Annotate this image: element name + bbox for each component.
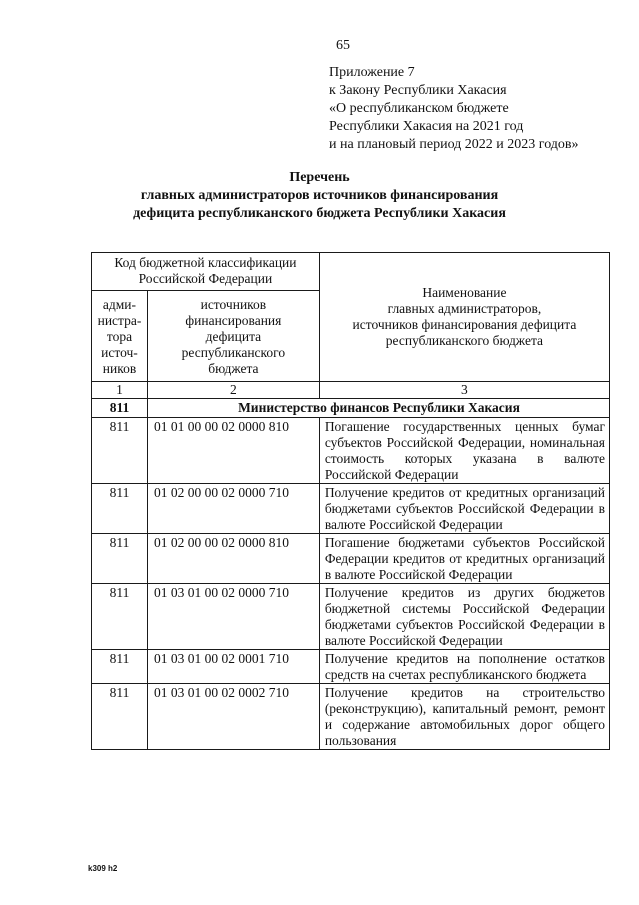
table-row [92, 418, 610, 484]
description-cell: Получение кредитов на строительство (реконструкцию), капитальный ремонт, ремонт и содержание автомобильных дорог общего пользования [319, 684, 609, 750]
table-row [92, 584, 610, 650]
header-admin-line: ников [102, 361, 137, 376]
appendix-line: к Закону Республики Хакасия [329, 83, 507, 98]
column-number: 2 [147, 382, 319, 399]
admin-code-cell: 811 [92, 684, 148, 750]
header-name [319, 253, 609, 382]
header-source-line: бюджета [208, 361, 259, 376]
admin-code-cell: 811 [92, 584, 148, 650]
budget-code-cell: 01 03 01 00 02 0001 710 [147, 650, 319, 684]
column-number: 3 [319, 382, 609, 399]
appendix-line: и на плановый период 2022 и 2023 годов» [329, 137, 579, 152]
budget-code-cell: 01 03 01 00 02 0000 710 [147, 584, 319, 650]
appendix-reference [329, 64, 629, 154]
budget-code-cell: 01 03 01 00 02 0002 710 [147, 684, 319, 750]
ministry-name: Министерство финансов Республики Хакасия [147, 399, 609, 418]
header-admin-line: адми- [102, 297, 137, 312]
header-code-group [92, 253, 320, 291]
document-title [0, 169, 639, 223]
page-number: 65 [336, 38, 350, 53]
header-code-group-line: Код бюджетной классификации [114, 255, 297, 270]
table-row [92, 534, 610, 584]
appendix-line: Республики Хакасия на 2021 год [329, 119, 524, 134]
appendix-line: «О республиканском бюджете [329, 101, 509, 116]
header-admin [92, 291, 148, 382]
footer-code: k309 h2 [88, 864, 118, 873]
table-row [92, 650, 610, 684]
title-line: главных администраторов источников финансирования [140, 188, 499, 203]
header-admin-line: нистра- [97, 313, 142, 328]
description-cell: Получение кредитов из других бюджетов бюджетной системы Российской Федерации бюджетами субъектов Российской Федерации в валюте Российской Федерации [319, 584, 609, 650]
table-row [92, 484, 610, 534]
header-admin-line: источ- [101, 345, 138, 360]
header-source-line: республиканского [181, 345, 286, 360]
description-cell: Получение кредитов от кредитных организаций бюджетами субъектов Российской Федерации в валюте Российской Федерации [319, 484, 609, 534]
header-name-line: Наименование [422, 285, 507, 300]
description-cell: Погашение бюджетами субъектов Российской Федерации кредитов от кредитных организаций в валюте Российской Федерации [319, 534, 609, 584]
admin-code-cell: 811 [92, 650, 148, 684]
appendix-line: Приложение 7 [329, 65, 415, 80]
description-cell: Получение кредитов на пополнение остатков средств на счетах республиканского бюджета [319, 650, 609, 684]
title-line: Перечень [289, 170, 350, 185]
header-name-line: республиканского бюджета [385, 333, 544, 348]
header-name-line: главных администраторов, [387, 301, 542, 316]
budget-code-cell: 01 02 00 00 02 0000 710 [147, 484, 319, 534]
header-source-line: источников [200, 297, 267, 312]
header-name-line: источников финансирования дефицита [352, 317, 577, 332]
title-line: дефицита республиканского бюджета Республики Хакасия [133, 206, 506, 221]
column-number-row [92, 382, 610, 399]
column-number: 1 [92, 382, 148, 399]
budget-code-cell: 01 02 00 00 02 0000 810 [147, 534, 319, 584]
admin-code-cell: 811 [92, 484, 148, 534]
ministry-code: 811 [92, 399, 148, 418]
budget-code-cell: 01 01 00 00 02 0000 810 [147, 418, 319, 484]
header-code-group-line: Российской Федерации [138, 271, 273, 286]
header-admin-line: тора [106, 329, 133, 344]
table-row [92, 684, 610, 750]
header-source [147, 291, 319, 382]
header-source-line: дефицита [205, 329, 262, 344]
table-header-row [92, 253, 610, 291]
admin-code-cell: 811 [92, 534, 148, 584]
administrators-table [91, 252, 610, 750]
ministry-row [92, 399, 610, 418]
header-source-line: финансирования [185, 313, 282, 328]
admin-code-cell: 811 [92, 418, 148, 484]
description-cell: Погашение государственных ценных бумаг субъектов Российской Федерации, номинальная стоимость которых указана в валюте Российской Федерации [319, 418, 609, 484]
